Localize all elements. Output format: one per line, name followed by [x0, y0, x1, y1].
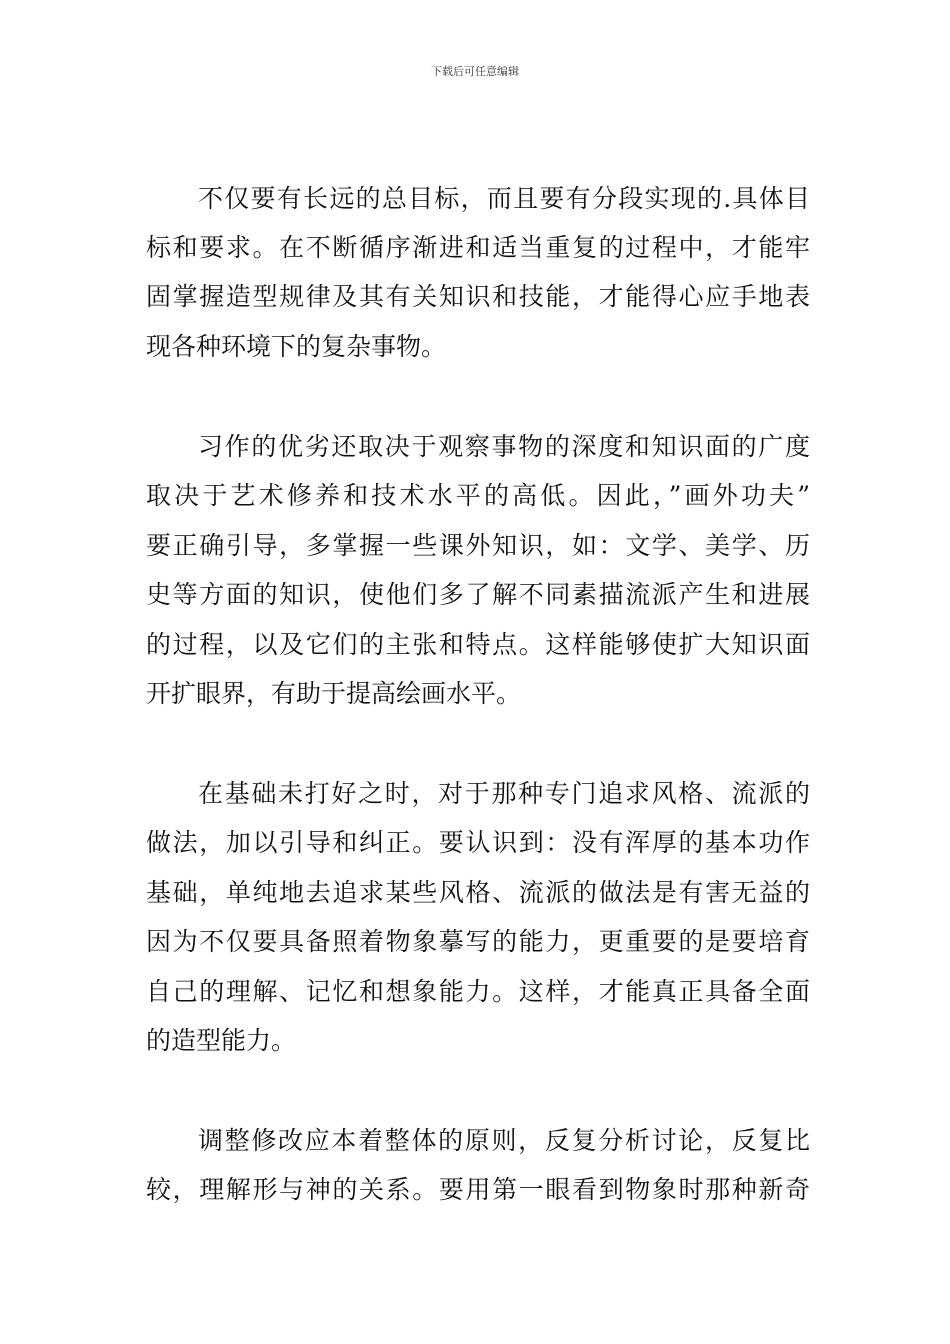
paragraph-line: 调整修改应本着整体的原则，反复分析讨论，反复比	[198, 1126, 810, 1155]
paragraph-line: 标和要求。在不断循序渐进和适当重复的过程中，才能牢	[146, 233, 810, 262]
paragraph-line: 习作的优劣还取决于观察事物的深度和知识面的广度	[198, 432, 810, 461]
paragraph-line: 开扩眼界，有助于提高绘画水平。	[146, 679, 522, 708]
paragraph-line: 自己的理解、记忆和想象能力。这样，才能真正具备全面	[146, 977, 810, 1006]
paragraph-line: 史等方面的知识，使他们多了解不同素描流派产生和进展	[146, 580, 810, 609]
paragraph-line: 因为不仅要具备照着物象摹写的能力，更重要的是要培育	[146, 927, 810, 956]
paragraph-line: 的造型能力。	[146, 1026, 297, 1055]
paragraph-line: 固掌握造型规律及其有关知识和技能，才能得心应手地表	[146, 282, 810, 311]
paragraph-line: 取决于艺术修养和技术水平的高低。因此，”画外功夫”	[146, 481, 810, 510]
paragraph-line: 要正确引导，多掌握一些课外知识，如：文学、美学、历	[146, 531, 810, 560]
page-header: 下载后可任意编辑	[431, 65, 519, 78]
paragraph-line: 的过程，以及它们的主张和特点。这样能够使扩大知识面	[146, 630, 810, 659]
paragraph-line: 基础，单纯地去追求某些风格、流派的做法是有害无益的	[146, 878, 810, 907]
paragraph-line: 做法，加以引导和纠正。要认识到：没有浑厚的基本功作	[146, 828, 810, 857]
paragraph-line: 较，理解形与神的关系。要用第一眼看到物象时那种新奇	[146, 1175, 810, 1204]
paragraph-line: 不仅要有长远的总目标，而且要有分段实现的.具体目	[198, 184, 810, 213]
paragraph-line: 在基础未打好之时，对于那种专门追求风格、流派的	[198, 779, 810, 808]
paragraph-line: 现各种环境下的复杂事物。	[146, 332, 447, 361]
